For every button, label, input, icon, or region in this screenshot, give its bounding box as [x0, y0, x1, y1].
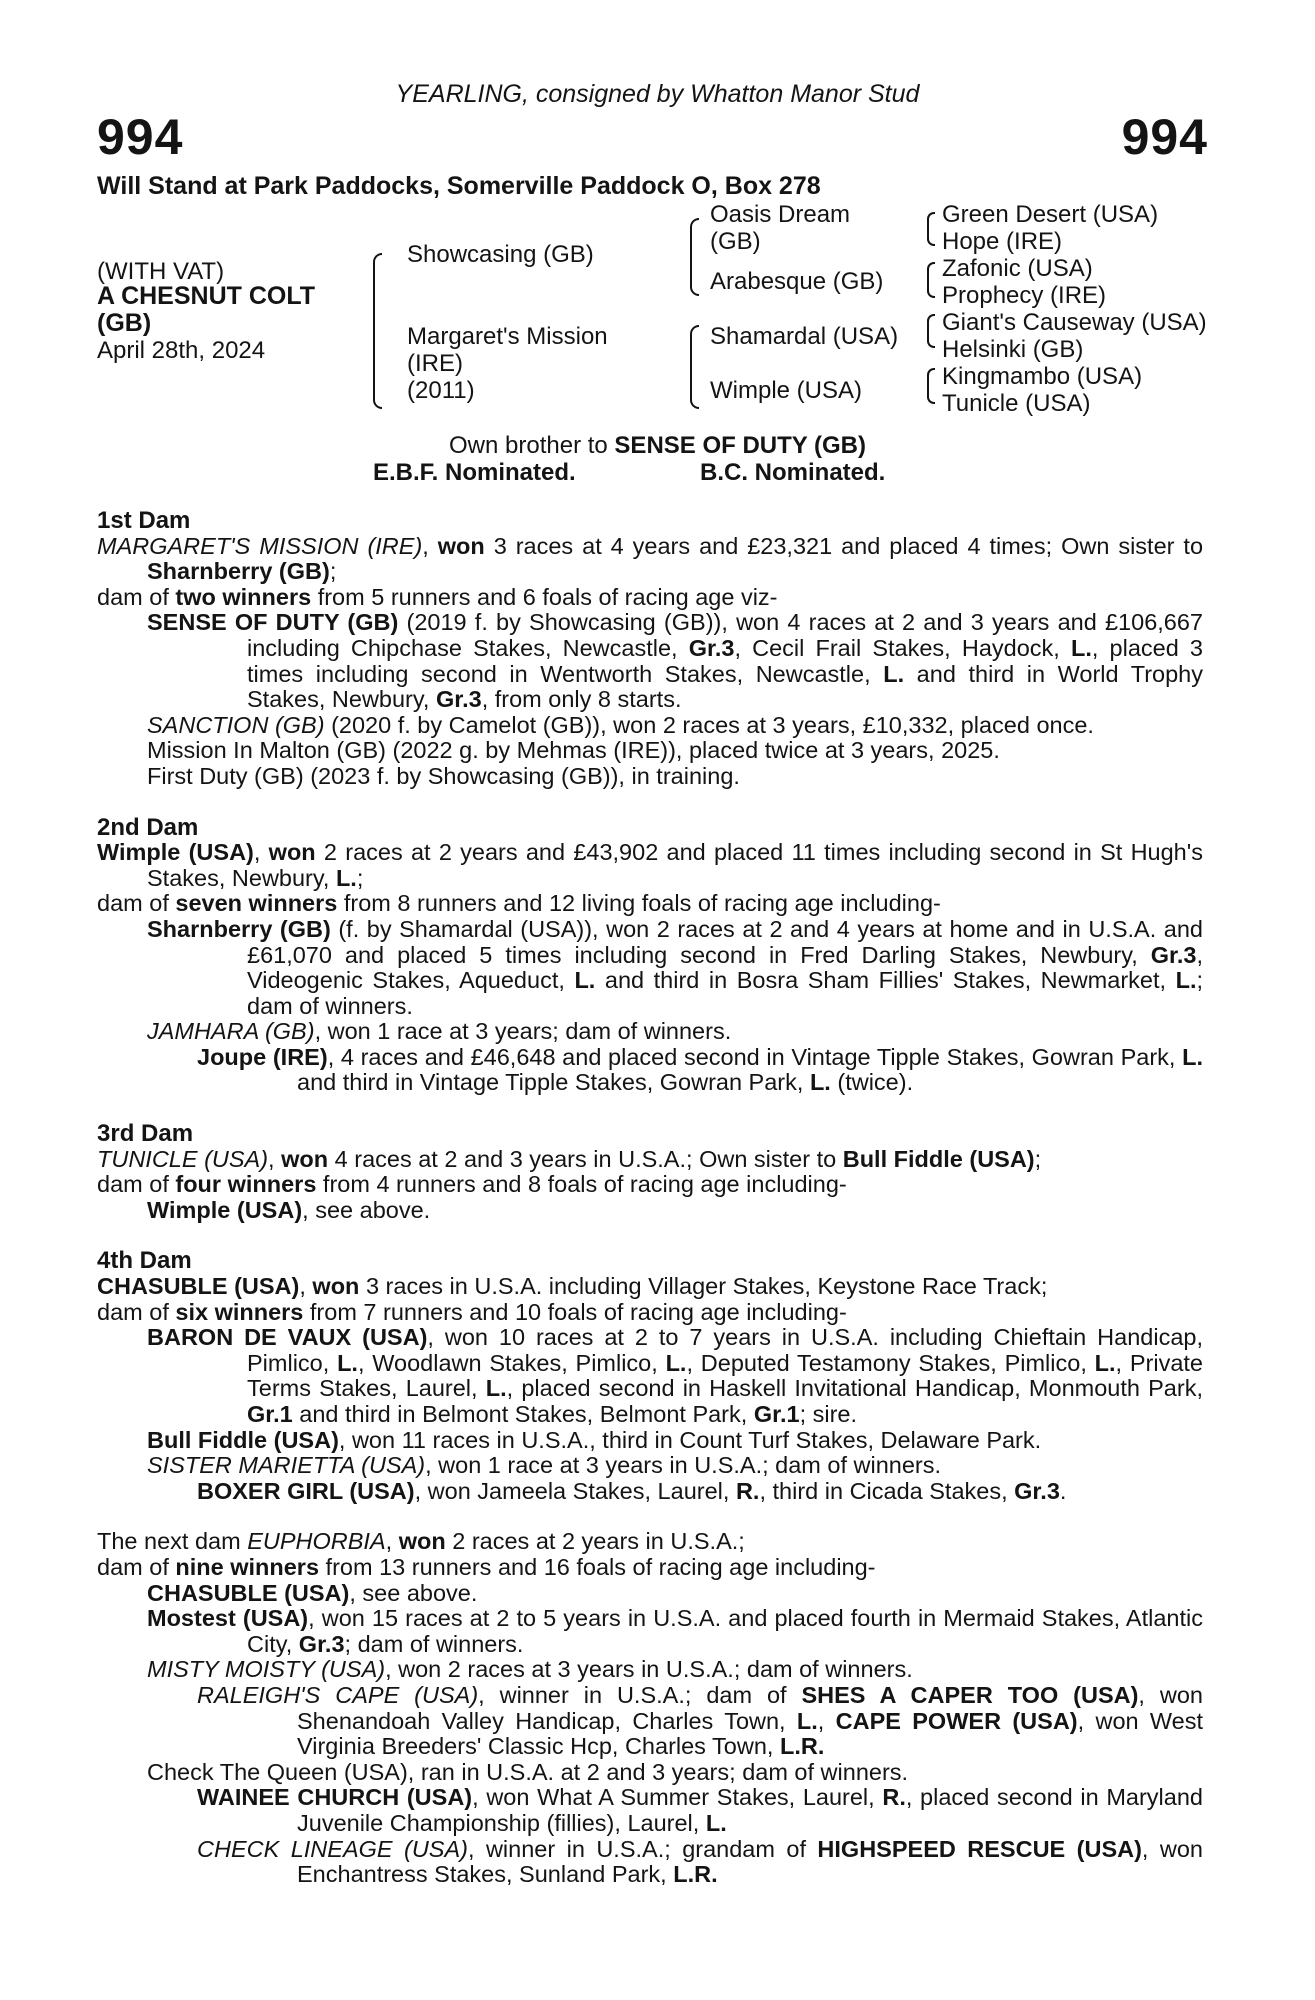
second-dam-produce-summary: dam of seven winners from 8 runners and 12 living foals of racing age including- [97, 890, 941, 917]
third-dam-produce-summary: dam of four winners from 4 runners and 8 foals of racing age including- [97, 1171, 847, 1198]
first-dam-produce-summary: dam of two winners from 5 runners and 6 foals of racing age viz- [97, 583, 778, 610]
produce-first-duty: First Duty (GB) (2023 f. by Showcasing (GB)), in training. [147, 762, 740, 789]
pedigree-g3-6: Helsinki (GB) [942, 336, 1084, 363]
fourth-dam-heading: 4th Dam [97, 1247, 192, 1275]
pedigree-brace-g78 [927, 368, 935, 404]
dam-line-text [97, 508, 1203, 1888]
pedigree-brace-g56 [927, 314, 935, 348]
next-dam-produce-summary: dam of nine winners from 13 runners and 16 foals of racing age including- [97, 1553, 876, 1580]
produce-misty-moisty: MISTY MOISTY (USA), won 2 races at 3 years in U.S.A.; dam of winners. [147, 1656, 913, 1683]
produce-baron-de-vaux: BARON DE VAUX (USA), won 10 races at 2 to 7 years in U.S.A. including Chieftain Handicap, Pimlico, L., Woodlawn Stakes, Pimlico, L., Deputed Testamony Stakes, Pimlico, L., Private Terms Stakes, Laurel, L., placed second in Haskell Invitational Handicap, Monmouth Park, Gr.1 and third in Belmont Stakes, Belmont Park, Gr.1; sire. [147, 1324, 1203, 1427]
produce-boxer-girl: BOXER GIRL (USA), won Jameela Stakes, Laurel, R., third in Cicada Stakes, Gr.3. [197, 1477, 1067, 1504]
produce-mostest: Mostest (USA), won 15 races at 2 to 5 years in U.S.A. and placed fourth in Mermaid Stakes, Atlantic City, Gr.3; dam of winners. [147, 1605, 1204, 1657]
pedigree-g3-4: Prophecy (IRE) [942, 282, 1107, 309]
lot-number-left: 994 [97, 109, 184, 165]
produce-check-lineage: CHECK LINEAGE (USA), winner in U.S.A.; grandam of HIGHSPEED RESCUE (USA), won Enchantress Stakes, Sunland Park, L.R. [197, 1835, 1203, 1888]
pedigree-g3-5: Giant's Causeway (USA) [942, 309, 1207, 336]
ebf-nominated: E.B.F. Nominated. [373, 459, 576, 486]
pedigree-g3-3: Zafonic (USA) [942, 255, 1093, 282]
horse-name: A CHESNUT COLT [97, 282, 316, 310]
produce-check-the-queen: Check The Queen (USA), ran in U.S.A. at 2 and 3 years; dam of winners. [147, 1758, 909, 1785]
pedigree-dam-country: (IRE) [407, 350, 463, 377]
first-dam-entry: MARGARET'S MISSION (IRE), won 3 races at 4 years and £23,321 and placed 4 times; Own sister to Sharnberry (GB); [97, 532, 1204, 585]
pedigree-dam-sire: Shamardal (USA) [710, 323, 899, 350]
produce-wimple: Wimple (USA), see above. [147, 1196, 431, 1223]
produce-joupe: Joupe (IRE), 4 races and £46,648 and placed second in Vintage Tipple Stakes, Gowran Park, L. and third in Vintage Tipple Stakes, Gowran Park, L. (twice). [197, 1043, 1203, 1096]
catalogue-subtitle: YEARLING, consigned by Whatton Manor Stud [395, 80, 920, 108]
produce-wainee-church: WAINEE CHURCH (USA), won What A Summer Stakes, Laurel, R., placed second in Maryland Juvenile Championship (fillies), Laurel, L. [197, 1784, 1203, 1836]
third-dam-heading: 3rd Dam [97, 1120, 194, 1148]
bc-nominated: B.C. Nominated. [700, 459, 886, 486]
produce-sanction: SANCTION (GB) (2020 f. by Camelot (GB)), won 2 races at 3 years, £10,332, placed once. [147, 711, 1094, 738]
lot-number-right: 994 [1121, 109, 1208, 165]
pedigree-g3-1: Green Desert (USA) [942, 201, 1159, 228]
second-dam-entry: Wimple (USA), won 2 races at 2 years and £43,902 and placed 11 times including second in St Hugh's Stakes, Newbury, L.; [97, 839, 1203, 891]
pedigree-brace-gen1 [373, 253, 382, 409]
second-dam-heading: 2nd Dam [97, 813, 199, 841]
produce-raleighs-cape: RALEIGH'S CAPE (USA), winner in U.S.A.; dam of SHES A CAPER TOO (USA), won Shenandoah Valley Handicap, Charles Town, L., CAPE POWER (USA), won West Virginia Breeders' Classic Hcp, Charles Town, L.R. [197, 1681, 1203, 1760]
fourth-dam-entry: CHASUBLE (USA), won 3 races in U.S.A. including Villager Stakes, Keystone Race Track; [97, 1273, 1048, 1300]
pedigree-dam: Margaret's Mission [407, 323, 608, 350]
pedigree-brace-sire [690, 218, 699, 296]
stand-location: Will Stand at Park Paddocks, Somerville Paddock O, Box 278 [97, 172, 821, 200]
produce-sense-of-duty: SENSE OF DUTY (GB) (2019 f. by Showcasing (GB)), won 4 races at 2 and 3 years and £106,667 including Chipchase Stakes, Newcastle, Gr.3, Cecil Frail Stakes, Haydock, L., placed 3 times including second in Wentworth Stakes, Newcastle, L. and third in World Trophy Stakes, Newbury, Gr.3, from only 8 starts. [147, 609, 1204, 713]
third-dam-entry: TUNICLE (USA), won 4 races at 2 and 3 years in U.S.A.; Own sister to Bull Fiddle (USA); [97, 1145, 1042, 1172]
pedigree-sire: Showcasing (GB) [407, 241, 594, 268]
pedigree-brace-dam [690, 325, 699, 409]
pedigree-brace-g34 [927, 262, 935, 298]
pedigree-dam-dam: Wimple (USA) [710, 377, 863, 404]
pedigree-g3-8: Tunicle (USA) [942, 390, 1091, 417]
pedigree-sire-sire-country: (GB) [710, 228, 761, 255]
foaling-date: April 28th, 2024 [97, 337, 266, 364]
pedigree-brace-g12 [927, 212, 935, 246]
own-brother-note: Own brother to SENSE OF DUTY (GB) [449, 432, 866, 459]
pedigree-sire-dam: Arabesque (GB) [710, 268, 884, 295]
produce-sister-marietta: SISTER MARIETTA (USA), won 1 race at 3 years in U.S.A.; dam of winners. [147, 1452, 942, 1479]
pedigree-dam-year: (2011) [407, 377, 475, 404]
first-dam-heading: 1st Dam [97, 507, 191, 534]
fourth-dam-produce-summary: dam of six winners from 7 runners and 10 foals of racing age including- [97, 1298, 847, 1325]
pedigree-g3-7: Kingmambo (USA) [942, 363, 1143, 390]
vat-label: (WITH VAT) [97, 258, 225, 285]
horse-name-country: (GB) [97, 309, 152, 337]
pedigree-sire-sire: Oasis Dream [710, 201, 851, 228]
produce-bull-fiddle: Bull Fiddle (USA), won 11 races in U.S.A., third in Count Turf Stakes, Delaware Park. [147, 1426, 1042, 1453]
produce-chasuble: CHASUBLE (USA), see above. [147, 1579, 478, 1606]
produce-jamhara: JAMHARA (GB), won 1 race at 3 years; dam of winners. [147, 1018, 732, 1045]
pedigree-g3-2: Hope (IRE) [942, 228, 1063, 255]
next-dam-entry: The next dam EUPHORBIA, won 2 races at 2 years in U.S.A.; [97, 1528, 745, 1555]
produce-mission-in-malton: Mission In Malton (GB) (2022 g. by Mehmas (IRE)), placed twice at 3 years, 2025. [147, 737, 1000, 764]
produce-sharnberry: Sharnberry (GB) (f. by Shamardal (USA)), won 2 races at 2 and 4 years at home and in U.S.A. and £61,070 and placed 5 times including second in Fred Darling Stakes, Newbury, Gr.3, Videogenic Stakes, Aqueduct, L. and third in Bosra Sham Fillies' Stakes, Newmarket, L.; dam of winners. [147, 915, 1204, 1019]
